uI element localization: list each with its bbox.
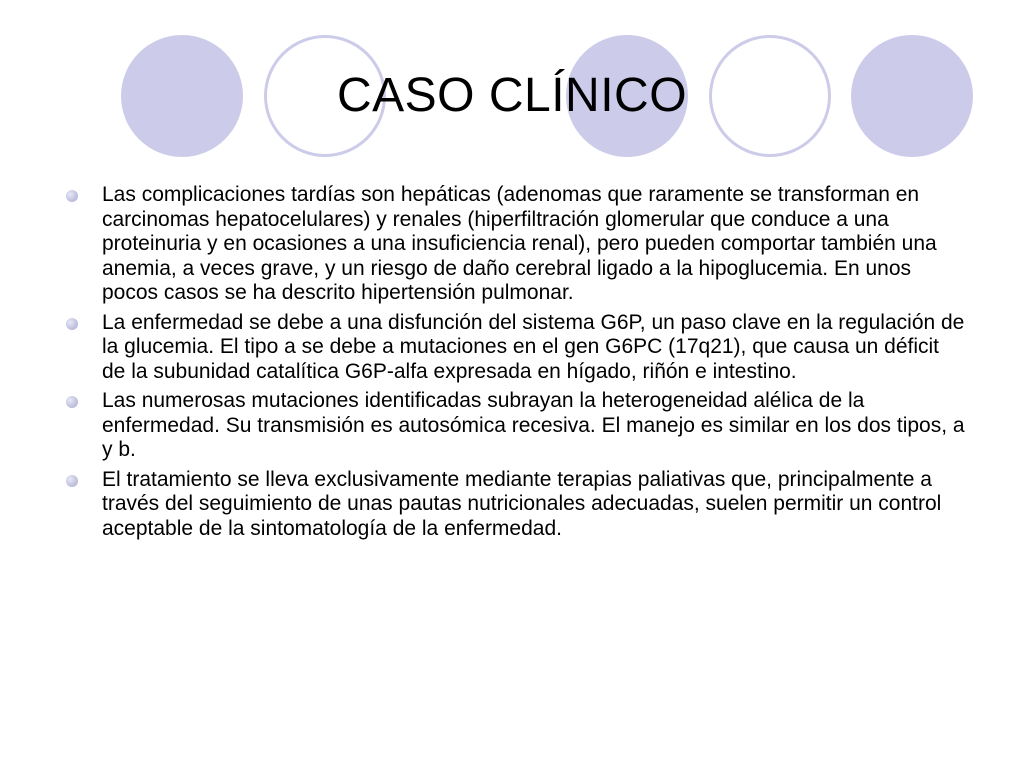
bullet-text: Las numerosas mutaciones identificadas subrayan la heterogeneidad alélica de la enfermedad. Su transmisión es autosómica recesiva. El manejo es similar en los dos tipos, a y b. [102,389,965,461]
bullet-dot-icon [66,396,78,408]
bullet-item [66,468,966,542]
bullet-text: La enfermedad se debe a una disfunción del sistema G6P, un paso clave en la regulación de la glucemia. El tipo a se debe a mutaciones en el gen G6PC (17q21), que causa un déficit de la subunidad catalítica G6P-alfa expresada en hígado, riñón e intestino. [102,310,965,383]
bullet-dot-icon [66,190,78,202]
bullet-item [66,389,966,463]
bullet-text: Las complicaciones tardías son hepáticas (adenomas que raramente se transforman en carcinomas hepatocelulares) y renales (hiperfiltración glomerular que conduce a una proteinuria y en ocasiones a una insuficiencia renal), pero pueden comportar también una anemia, a veces grave, y un riesgo de daño cerebral ligado a la hipoglucemia. En unos pocos casos se ha descrito hipertensión pulmonar. [102,183,937,304]
bullet-item [66,183,966,306]
bullet-item [66,311,966,385]
bullet-dot-icon [66,318,78,330]
bullet-list [66,183,966,546]
slide-title-text: CASO CLÍNICO [336,69,688,122]
slide-title [0,64,1024,128]
bullet-dot-icon [66,475,78,487]
bullet-text: El tratamiento se lleva exclusivamente mediante terapias paliativas que, principalmente a través del seguimiento de unas pautas nutricionales adecuadas, suelen permitir un control aceptable de la sintomatología de la enfermedad. [102,467,942,540]
